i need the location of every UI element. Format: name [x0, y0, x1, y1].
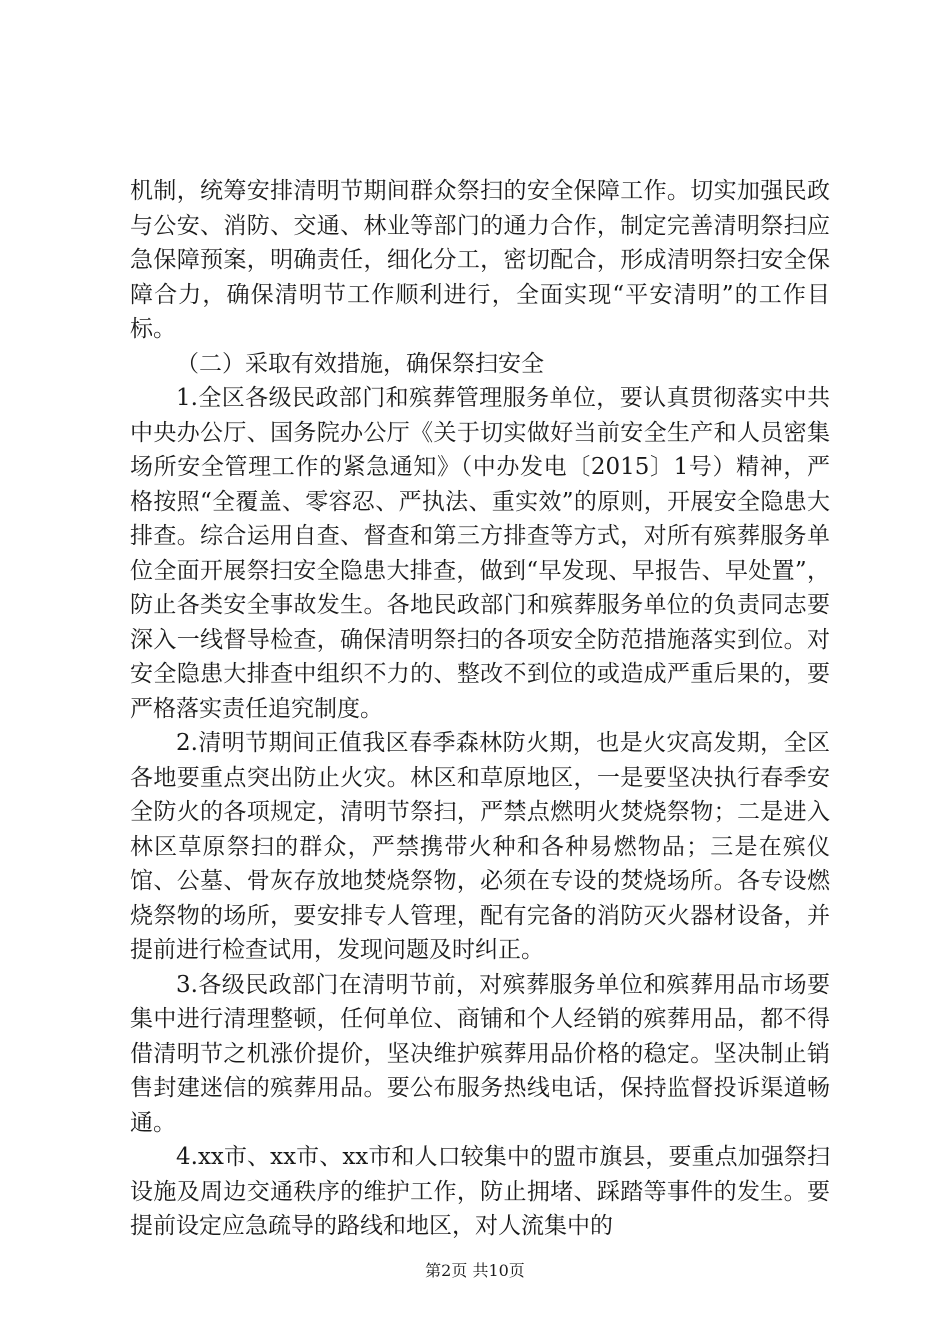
- paragraph-item-1: 1.全区各级民政部门和殡葬管理服务单位，要认真贯彻落实中共中央办公厅、国务院办公厅《关于切实做好当前安全生产和人员密集场所安全管理工作的紧急通知》（中办发电〔2015〕1号）精神，严格按照“全覆盖、零容忍、严执法、重实效”的原则，开展安全隐患大排查。综合运用自查、督查和第三方排查等方式，对所有殡葬服务单位全面开展祭扫安全隐患大排查，做到“早发现、早报告、早处置”，防止各类安全事故发生。各地民政部门和殡葬服务单位的负责同志要深入一线督导检查，确保清明祭扫的各项安全防范措施落实到位。对安全隐患大排查中组织不力的、整改不到位的或造成严重后果的，要严格落实责任追究制度。: [130, 385, 830, 722]
- paragraph-item-2: 2.清明节期间正值我区春季森林防火期，也是火灾高发期，全区各地要重点突出防止火灾。林区和草原地区，一是要坚决执行春季安全防火的各项规定，清明节祭扫，严禁点燃明火焚烧祭物；二是进入林区草原祭扫的群众，严禁携带火种和各种易燃物品；三是在殡仪馆、公墓、骨灰存放地焚烧祭物，必须在专设的焚烧场所。各专设燃烧祭物的场所，要安排专人管理，配有完备的消防灭火器材设备，并提前进行检查试用，发现问题及时纠正。: [130, 730, 830, 963]
- paragraph-item-3: 3.各级民政部门在清明节前，对殡葬服务单位和殡葬用品市场要集中进行清理整顿，任何单位、商铺和个人经销的殡葬用品，都不得借清明节之机涨价提价，坚决维护殡葬用品价格的稳定。坚决制止销售封建迷信的殡葬用品。要公布服务热线电话，保持监督投诉渠道畅通。: [130, 971, 830, 1136]
- paragraph-continuation: 机制，统筹安排清明节期间群众祭扫的安全保障工作。切实加强民政与公安、消防、交通、林业等部门的通力合作，制定完善清明祭扫应急保障预案，明确责任，细化分工，密切配合，形成清明祭扫安全保障合力，确保清明节工作顺利进行，全面实现“平安清明”的工作目标。: [130, 178, 830, 342]
- section-heading: （二）采取有效措施，确保祭扫安全: [176, 350, 544, 377]
- paragraph-item-4: 4.xx市、xx市、xx市和人口较集中的盟市旗县，要重点加强祭扫设施及周边交通秩序的维护工作，防止拥堵、踩踏等事件的发生。要提前设定应急疏导的路线和地区，对人流集中的: [130, 1144, 830, 1239]
- page-number-footer: 第2页 共10页: [425, 1261, 525, 1280]
- document-body: [130, 174, 830, 1244]
